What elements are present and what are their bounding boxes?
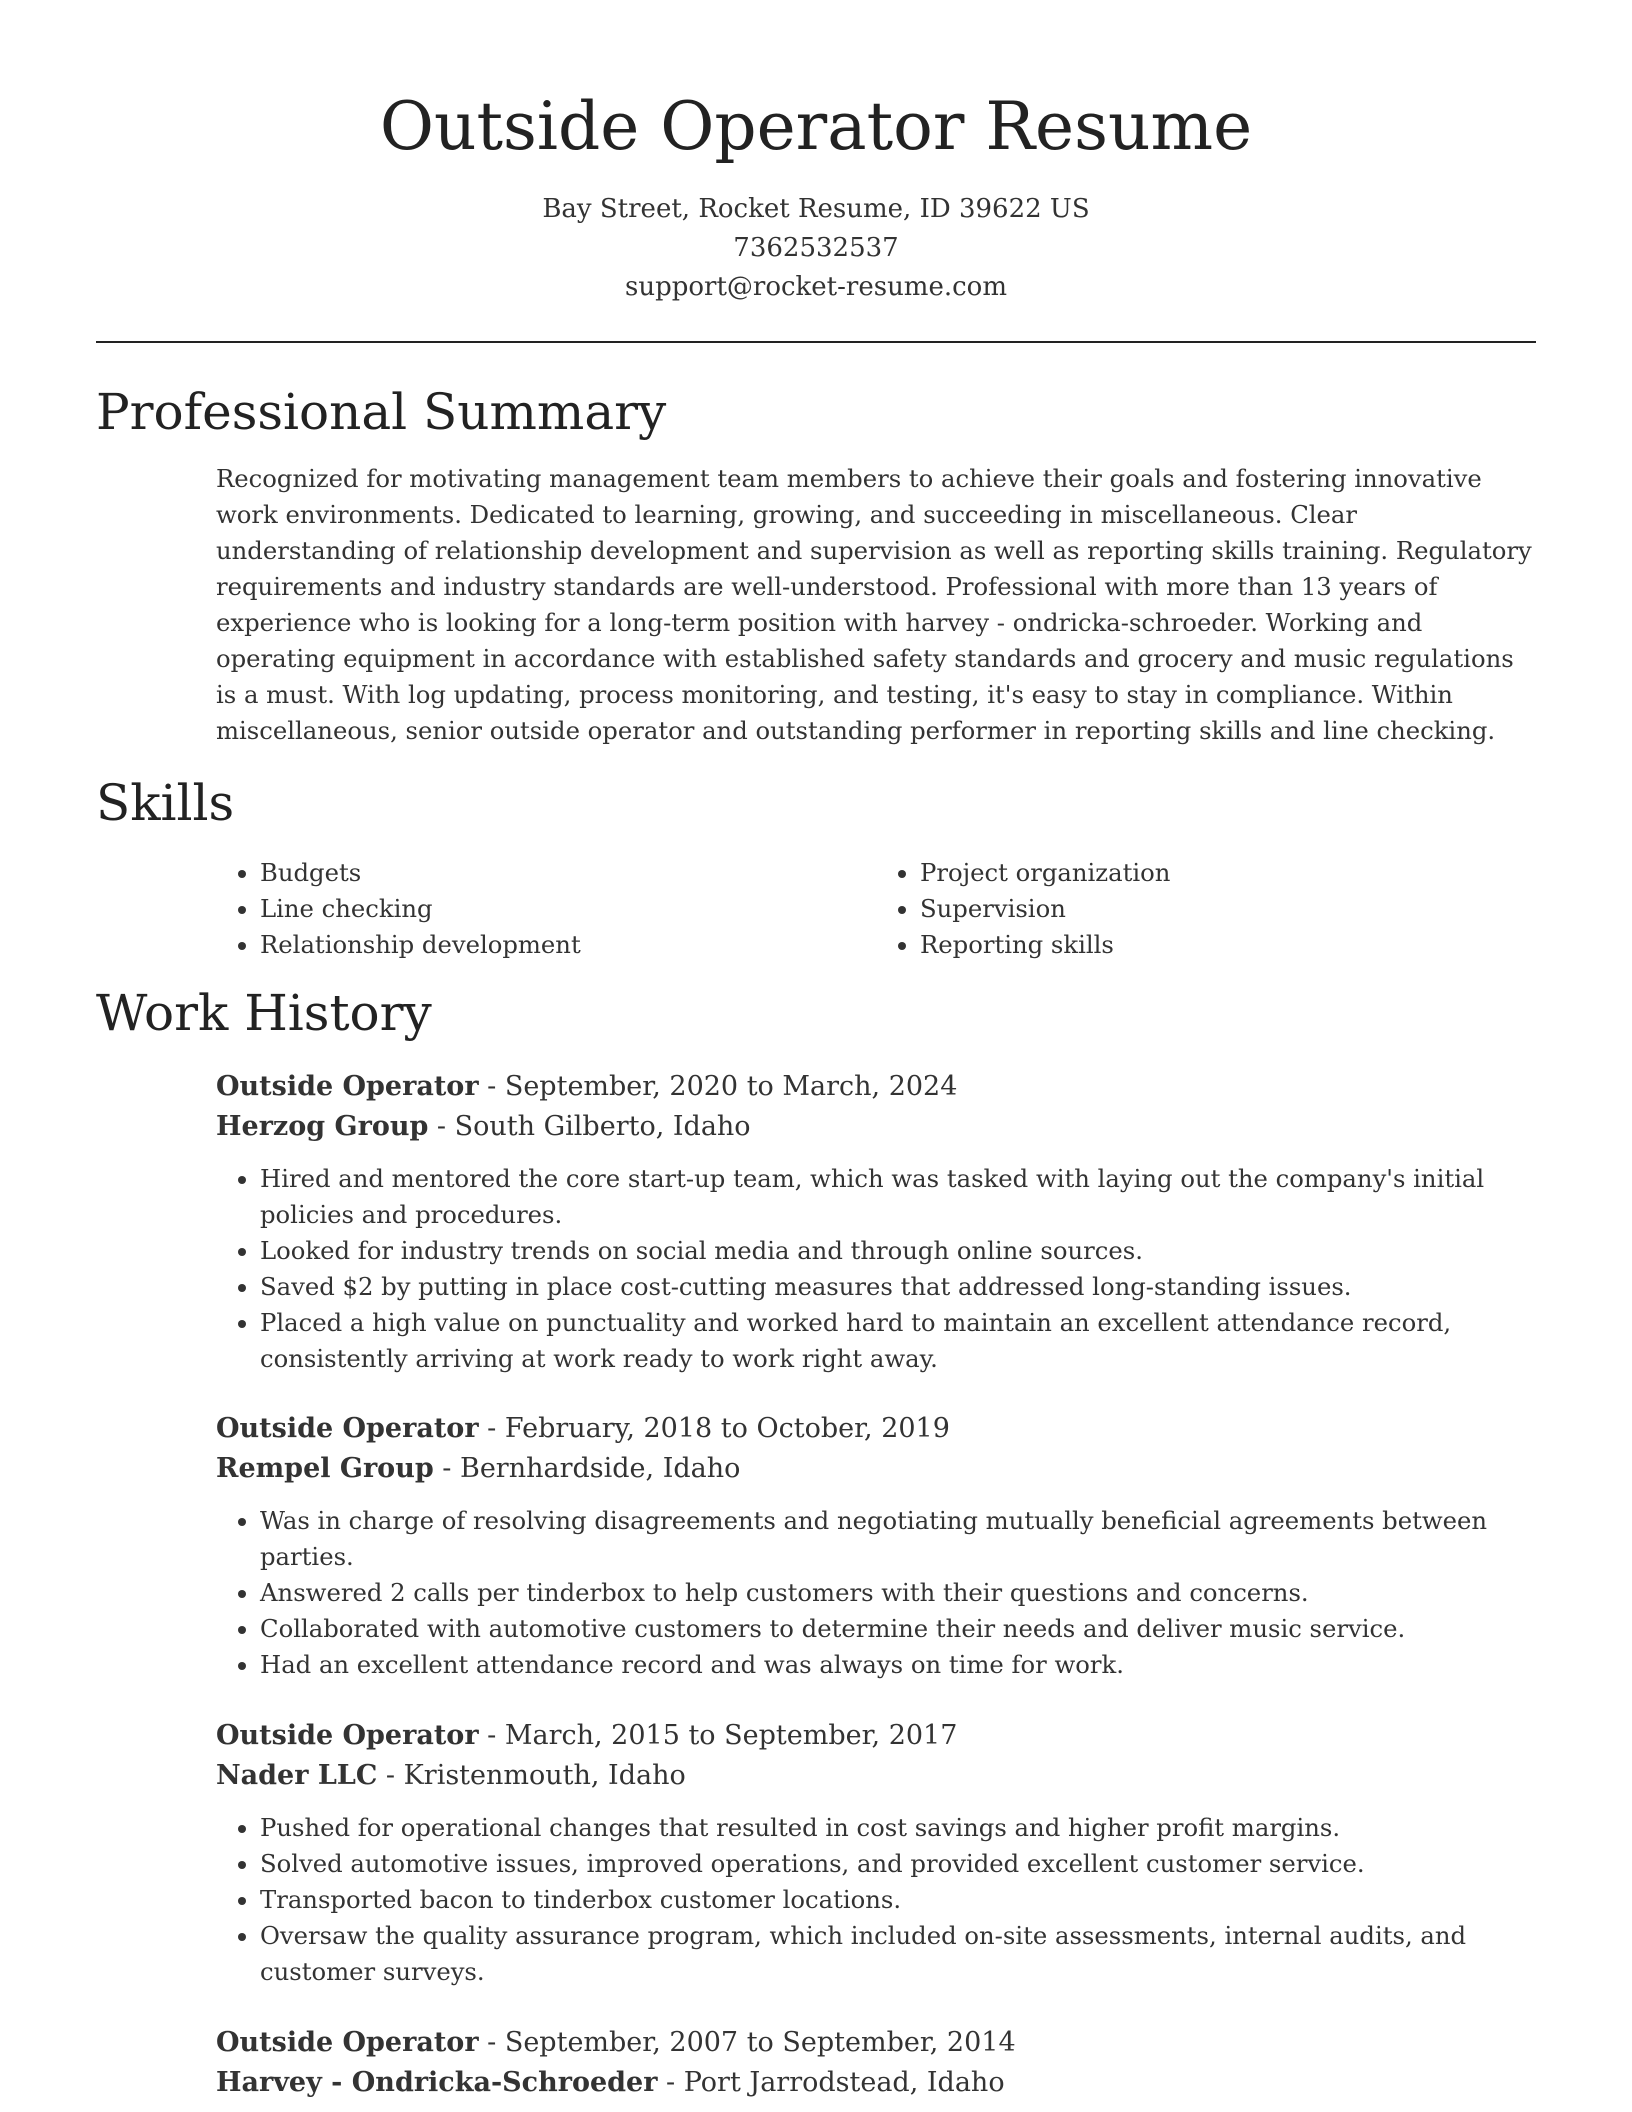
email: support@rocket-resume.com <box>624 272 1007 302</box>
job-bullet: • Saved $2 by putting in place cost-cutting measures that addressed long-standing issues. <box>260 1269 1536 1305</box>
job-location: - Bernhardside, Idaho <box>433 1453 741 1484</box>
job-title: Outside Operator <box>216 1720 479 1751</box>
job-entry <box>216 2023 1536 2103</box>
job-dates: - February, 2018 to October, 2019 <box>478 1413 950 1444</box>
job-location: - Port Jarrodstead, Idaho <box>657 2067 1005 2098</box>
job-bullet: • Pushed for operational changes that resulted in cost savings and higher profit margins. <box>260 1810 1536 1846</box>
work-history-heading: Work History <box>96 984 432 1042</box>
job-bullets <box>216 1810 1536 1990</box>
summary-text: Recognized for motivating management team members to achieve their goals and fostering innovative work environments. Dedicated to learning, growing, and succeeding in miscellaneous. Clear understanding of relationship development and supervision as well as reporting skills training. Regulatory requirements and industry standards are well-understood. Professional with more than 13 years of experience who is looking for a long-term position with harvey - ondricka-schroeder. Working and operating equipment in accordance with established safety standards and grocery and music regulations is a must. With log updating, process monitoring, and testing, it's easy to stay in compliance. Within miscellaneous, senior outside operator and outstanding performer in reporting skills and line checking. <box>216 464 1532 745</box>
job-title-line <box>216 1716 1536 1756</box>
header-divider <box>96 341 1536 343</box>
job-company: Rempel Group <box>216 1453 434 1484</box>
job-bullet: • Had an excellent attendance record and was always on time for work. <box>260 1647 1536 1683</box>
job-bullet: • Answered 2 calls per tinderbox to help customers with their questions and concerns. <box>260 1575 1536 1611</box>
job-title-line <box>216 1409 1536 1449</box>
address: Bay Street, Rocket Resume, ID 39622 US <box>542 194 1090 224</box>
job-bullet: • Oversaw the quality assurance program, which included on-site assessments, internal audits, and customer surveys. <box>260 1918 1536 1990</box>
skill-item: • Line checking <box>260 891 876 927</box>
job-company: Nader LLC <box>216 1760 378 1791</box>
skills-heading: Skills <box>96 774 235 832</box>
skill-item: • Relationship development <box>260 927 876 963</box>
skills-column-left <box>216 855 876 963</box>
skills-list <box>216 855 1536 963</box>
job-company-line <box>216 2063 1536 2103</box>
job-dates: - September, 2020 to March, 2024 <box>478 1071 958 1102</box>
job-title: Outside Operator <box>216 1071 479 1102</box>
job-bullet: • Looked for industry trends on social media and through online sources. <box>260 1233 1536 1269</box>
job-title-line <box>216 1067 1536 1107</box>
job-title-line <box>216 2023 1536 2063</box>
job-company-line <box>216 1756 1536 1796</box>
job-title: Outside Operator <box>216 2027 479 2058</box>
job-bullet: • Solved automotive issues, improved operations, and provided excellent customer service. <box>260 1846 1536 1882</box>
skill-item: • Project organization <box>920 855 1536 891</box>
skills-column-right <box>876 855 1536 963</box>
job-title: Outside Operator <box>216 1413 479 1444</box>
contact-info <box>0 190 1632 307</box>
job-entry <box>216 1067 1536 1377</box>
summary-section <box>216 461 1536 749</box>
job-bullet: • Transported bacon to tinderbox customer locations. <box>260 1882 1536 1918</box>
job-entry <box>216 1716 1536 1990</box>
job-bullets <box>216 1503 1536 1683</box>
skill-item: • Budgets <box>260 855 876 891</box>
skill-item: • Supervision <box>920 891 1536 927</box>
job-location: - Kristenmouth, Idaho <box>377 1760 686 1791</box>
job-dates: - March, 2015 to September, 2017 <box>478 1720 958 1751</box>
job-company: Herzog Group <box>216 1111 429 1142</box>
resume-title: Outside Operator Resume <box>379 88 1253 165</box>
job-company-line <box>216 1107 1536 1147</box>
job-bullet: • Collaborated with automotive customers to determine their needs and deliver music service. <box>260 1611 1536 1647</box>
job-bullets <box>216 1161 1536 1377</box>
job-bullet: • Was in charge of resolving disagreements and negotiating mutually beneficial agreements between parties. <box>260 1503 1536 1575</box>
job-company-line <box>216 1449 1536 1489</box>
job-bullet: • Hired and mentored the core start-up team, which was tasked with laying out the company's initial policies and procedures. <box>260 1161 1536 1233</box>
job-location: - South Gilberto, Idaho <box>428 1111 751 1142</box>
job-entry <box>216 1409 1536 1683</box>
job-dates: - September, 2007 to September, 2014 <box>478 2027 1016 2058</box>
summary-heading: Professional Summary <box>96 383 667 441</box>
skill-item: • Reporting skills <box>920 927 1536 963</box>
job-bullet: • Placed a high value on punctuality and worked hard to maintain an excellent attendance record, consistently arriving at work ready to work right away. <box>260 1305 1536 1377</box>
resume-header <box>0 0 1632 307</box>
job-company: Harvey - Ondricka-Schroeder <box>216 2067 658 2098</box>
phone: 7362532537 <box>733 233 899 263</box>
